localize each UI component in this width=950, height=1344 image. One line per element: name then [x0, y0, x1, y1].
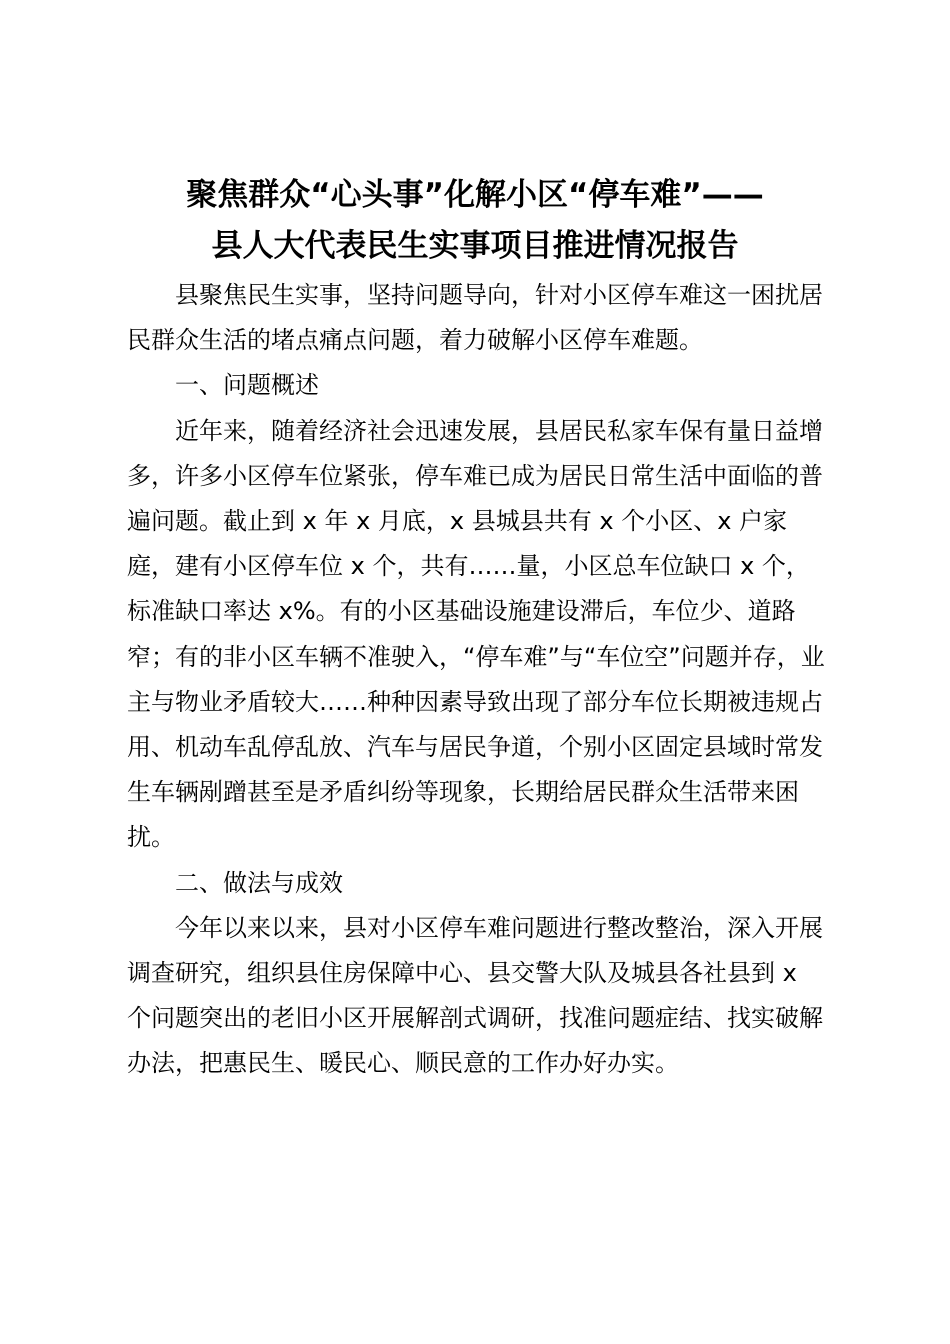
section-2-paragraph: 今年以来以来，县对小区停车难问题进行整改整治，深入开展调查研究，组织县住房保障中心、县交警大队及城县各社县到 x 个问题突出的老旧小区开展解剖式调研，找准问题症结、找实破解办法，把惠民生、暖民心、顺民意的工作办好办实。 — [127, 913, 823, 1078]
section-1-paragraph: 近年来，随着经济社会迅速发展，县居民私家车保有量日益增多，许多小区停车位紧张，停车难已成为居民日常生活中面临的普遍问题。截止到 x 年 x 月底，x 县城县共有 x 个小区、x 户家庭，建有小区停车位 x 个，共有……量，小区总车位缺口 x 个，标准缺口率达 x%。有的小区基础设施建设滞后，车位少、道路窄；有的非小区车辆不准驶入，“停车难”与“车位空”问题并存，业主与物业矛盾较大……种种因素导致出现了部分车位长期被违规占用、机动车乱停乱放、汽车与居民争道，个别小区固定县域时常发生车辆剐蹭甚至是矛盾纠纷等现象，长期给居民群众生活带来困扰。 — [127, 416, 825, 852]
document-title-line-2: 县人大代表民生实事项目推进情况报告 — [211, 228, 739, 264]
document-title-line-1: 聚焦群众“心头事”化解小区“停车难”—— — [186, 177, 764, 213]
intro-paragraph: 县聚焦民生实事，坚持问题导向，针对小区停车难这一困扰居民群众生活的堵点痛点问题，着力破解小区停车难题。 — [127, 281, 823, 355]
document-body — [127, 273, 827, 1087]
section-heading-2: 二、做法与成效 — [175, 868, 343, 897]
section-heading-1: 一、问题概述 — [175, 371, 319, 400]
